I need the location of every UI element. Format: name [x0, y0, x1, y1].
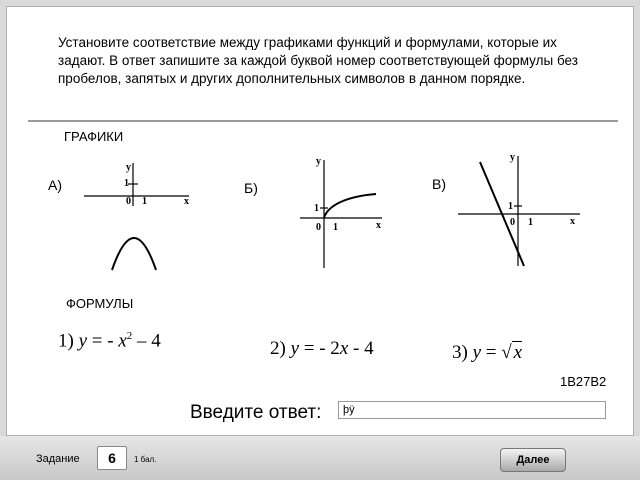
task-number: 6 [97, 446, 127, 470]
graph-v [458, 148, 588, 268]
sqrt-icon: √ [501, 342, 512, 363]
graph-a-zero-label: 0 [126, 196, 131, 207]
graph-letter-a: А) [48, 177, 62, 193]
graph-a [84, 158, 199, 273]
graph-letter-v: В) [432, 176, 446, 192]
graph-a-x-label: x [184, 196, 189, 207]
formula-1-var: x [118, 330, 127, 352]
graph-v-zero-label: 0 [510, 217, 515, 228]
formula-1-rest: – 4 [132, 330, 161, 352]
graph-v-y-label: y [510, 152, 515, 163]
graph-a-one-label: 1 [124, 178, 129, 189]
graph-v-unit-label: 1 [528, 217, 533, 228]
formula-3-number: 3) [452, 342, 468, 363]
graph-v-one-label: 1 [508, 201, 513, 212]
formulas-title: ФОРМУЛЫ [66, 296, 134, 311]
formula-2-eq: = - 2 [299, 338, 340, 359]
formula-2-number: 2) [270, 338, 286, 359]
formula-3 [452, 342, 522, 364]
formula-2 [270, 338, 374, 360]
task-label: Задание [36, 453, 80, 465]
graph-b-zero-label: 0 [316, 222, 321, 233]
graph-b-y-label: y [316, 156, 321, 167]
graph-letter-b: Б) [244, 180, 258, 196]
formula-1-exponent: 2 [126, 330, 133, 342]
formula-1-number: 1) [58, 330, 74, 352]
formula-2-rest: - 4 [348, 338, 374, 359]
formula-2-lhs: y [290, 338, 300, 359]
answer-input[interactable] [338, 401, 606, 419]
next-button[interactable]: Далее [500, 448, 566, 472]
task-code: 1B27B2 [560, 374, 607, 389]
formula-1 [58, 330, 161, 352]
graph-v-x-label: x [570, 216, 575, 227]
formula-1-lhs: y [78, 330, 88, 352]
graph-b-unit-label: 1 [333, 222, 338, 233]
graph-b-x-label: x [376, 220, 381, 231]
divider [28, 120, 618, 122]
formula-2-var: x [339, 338, 349, 359]
graphs-title: ГРАФИКИ [64, 129, 124, 144]
answer-label: Введите ответ: [190, 402, 322, 423]
graph-b [300, 152, 390, 272]
graph-b-curve [324, 194, 376, 218]
graph-a-parabola [112, 238, 156, 270]
score-label: 1 бал. [134, 455, 157, 464]
formula-3-lhs: y [472, 342, 482, 363]
graph-a-y-label: y [126, 162, 131, 173]
formula-3-eq: = [481, 342, 502, 363]
graph-b-one-label: 1 [314, 203, 319, 214]
graph-a-unit-label: 1 [142, 196, 147, 207]
formula-3-var: x [513, 342, 523, 363]
question-text: Установите соответствие между графиками функций и формулами, которые их задают. В ответ запишите за каждой буквой номер соответствующей формулы без пробелов, запятых и других дополнительных символов в данном порядке. [58, 35, 578, 86]
formula-1-eq: = - [87, 330, 119, 352]
